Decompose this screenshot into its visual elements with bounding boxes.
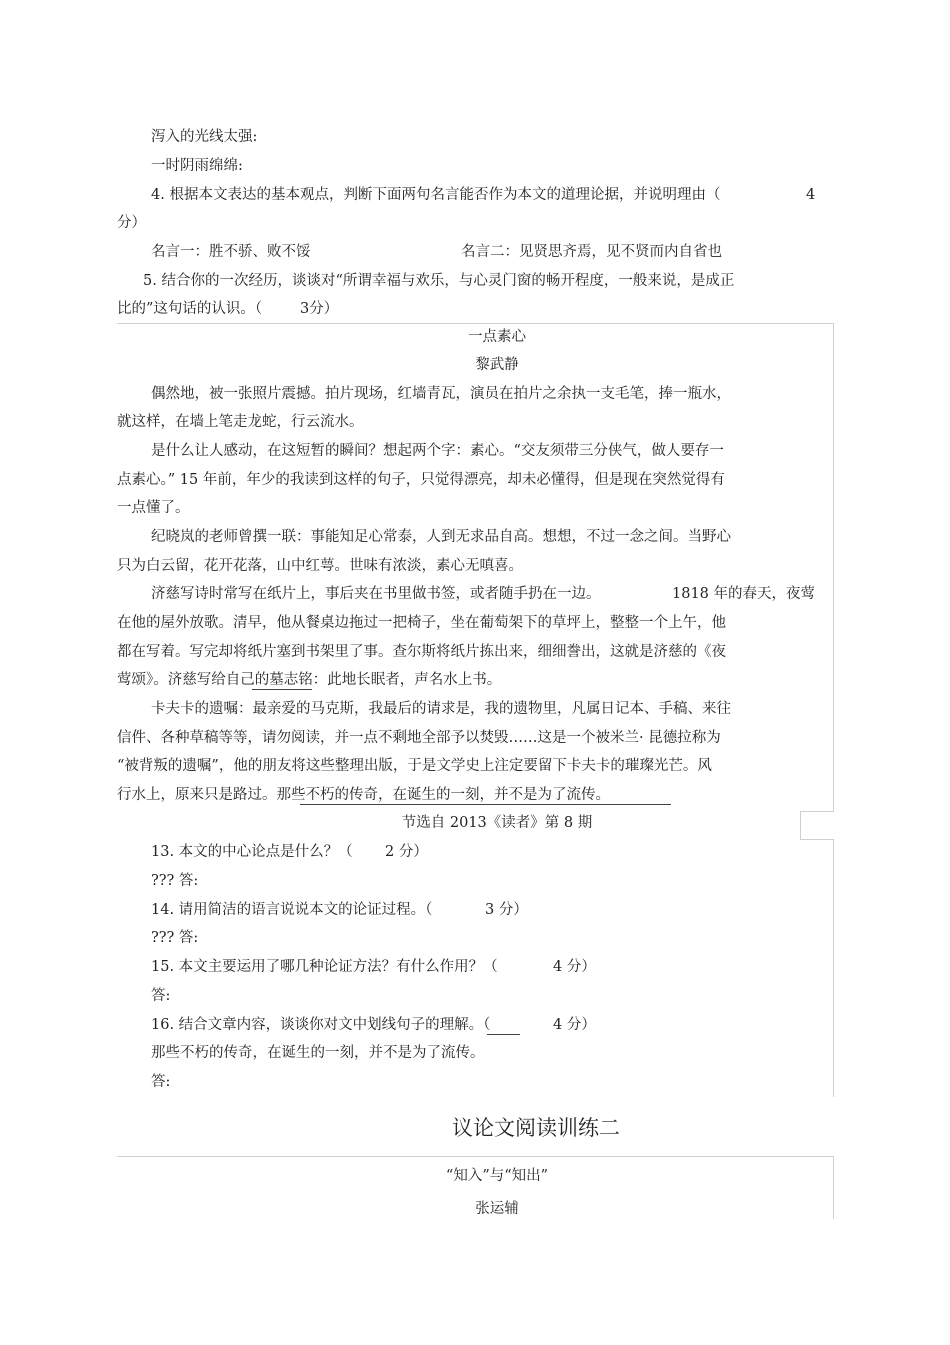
paragraph-2-line-1: 是什么让人感动，在这短暂的瞬间？想起两个字：素心。“交友须带三分侠气，做人要存一 [151,443,724,459]
question-13: 13. 本文的中心论点是什么？（ [151,844,353,860]
question-13-points: 2 分） [385,844,428,860]
box2-top-border [117,1156,834,1157]
paragraph-5-line-2: 信件、各种草稿等等，请勿阅读，并一点不剩地全部予以焚毁……这是一个被米兰· 昆德拉称为 [117,730,721,746]
paragraph-2-line-2: 点素心。” 15 年前，年少的我读到这样的句子，只觉得漂亮，却未必懂得，但是现在突然觉得有 [117,472,725,488]
box-top-border [117,323,834,324]
question-14-points: 3 分） [485,902,528,918]
answer-15: 答: [151,988,171,1004]
section-heading: 议论文阅读训练二 [452,1116,620,1140]
question-5-cont: 比的”这句话的认识。（ [117,301,263,317]
underlined-sentence [300,804,671,805]
paragraph-4-year: 1818 年的春天，夜莺 [672,586,816,602]
section2-essay-title: “知入”与“知出” [445,1168,549,1184]
box-right-border-lower [833,839,834,1097]
question-4: 4. 根据本文表达的基本观点，判断下面两句名言能否作为本文的道理论据，并说明理由（ [151,187,721,203]
section2-author: 张运辅 [475,1201,519,1217]
box-notch-bottom [800,839,834,840]
question-5: 5. 结合你的一次经历，谈谈对“所谓幸福与欢乐，与心灵门窗的畅开程度，一般来说，是成正 [143,273,735,289]
paragraph-4-line-4: 莺颂》。济慈写给自己的墓志铭：此地长眠者，声名水上书。 [117,672,502,688]
essay-source: 节选自 2013《读者》第 8 期 [401,815,593,831]
question-16-quote: 那些不朽的传奇，在诞生的一刻，并不是为了流传。 [151,1045,485,1061]
question-16: 16. 结合文章内容，谈谈你对文中划线句子的理解。（ [151,1017,491,1033]
question-4-points: 4 [806,187,816,203]
question-4-cont: 分） [117,215,146,231]
paragraph-5-line-1: 卡夫卡的遗嘱：最亲爱的马克斯，我最后的请求是，我的遗物里，凡属日记本、手稿、来往 [151,701,731,717]
essay-title: 一点素心 [468,329,526,345]
answer-line-light: 泻入的光线太强: [151,129,258,145]
paragraph-5-line-4: 行水上，原来只是路过。那些不朽的传奇，在诞生的一刻，并不是为了流传。 [117,787,610,803]
answer-14: ??? 答: [151,930,199,946]
box-notch-top [800,811,834,812]
paragraph-1-line-1: 偶然地，被一张照片震撼。拍片现场，红墙青瓦，演员在拍片之余执一支毛笔，捧一瓶水， [151,386,731,402]
paragraph-1-line-2: 就这样，在墙上笔走龙蛇，行云流水。 [117,414,364,430]
question-5-points: 3分） [300,301,339,317]
underline-epitaph [252,689,312,690]
paragraph-4-line-2: 在他的屋外放歌。清早，他从餐桌边拖过一把椅子，坐在葡萄架下的草坪上，整整一个上午，他 [117,615,726,631]
answer-16: 答: [151,1074,171,1090]
question-16-points: 4 分） [553,1017,596,1033]
paragraph-5-line-3: “被背叛的遗嘱”，他的朋友将这些整理出版，于是文学史上注定要留下卡夫卡的璀璨光芒。风 [117,758,712,774]
paragraph-3-line-1: 纪晓岚的老师曾撰一联：事能知足心常泰，人到无求品自高。想想，不过一念之间。当野心 [151,529,731,545]
paragraph-2-line-3: 一点懂了。 [117,500,190,516]
paragraph-4-line-1: 济慈写诗时常写在纸片上，事后夹在书里做书签，或者随手扔在一边。 [151,586,601,602]
question-14: 14. 请用简洁的语言说说本文的论证过程。（ [151,902,433,918]
quote-2: 名言二：见贤思齐焉，见不贤而内自省也 [461,244,722,260]
question-15-points: 4 分） [553,959,596,975]
underline-q16 [487,1034,520,1035]
box-right-border-upper [833,323,834,811]
answer-13: ??? 答: [151,873,199,889]
paragraph-3-line-2: 只为白云留，花开花落，山中红萼。世味有浓淡，素心无嗔喜。 [117,558,523,574]
paragraph-4-line-3: 都在写着。写完却将纸片塞到书架里了事。查尔斯将纸片拣出来，细细誊出，这就是济慈的《夜 [117,644,726,660]
quote-1: 名言一：胜不骄、败不馁 [151,244,311,260]
answer-line-rain: 一时阴雨绵绵: [151,158,243,174]
question-15: 15. 本文主要运用了哪几种论证方法？有什么作用？（ [151,959,498,975]
essay-author: 黎武静 [475,357,519,373]
